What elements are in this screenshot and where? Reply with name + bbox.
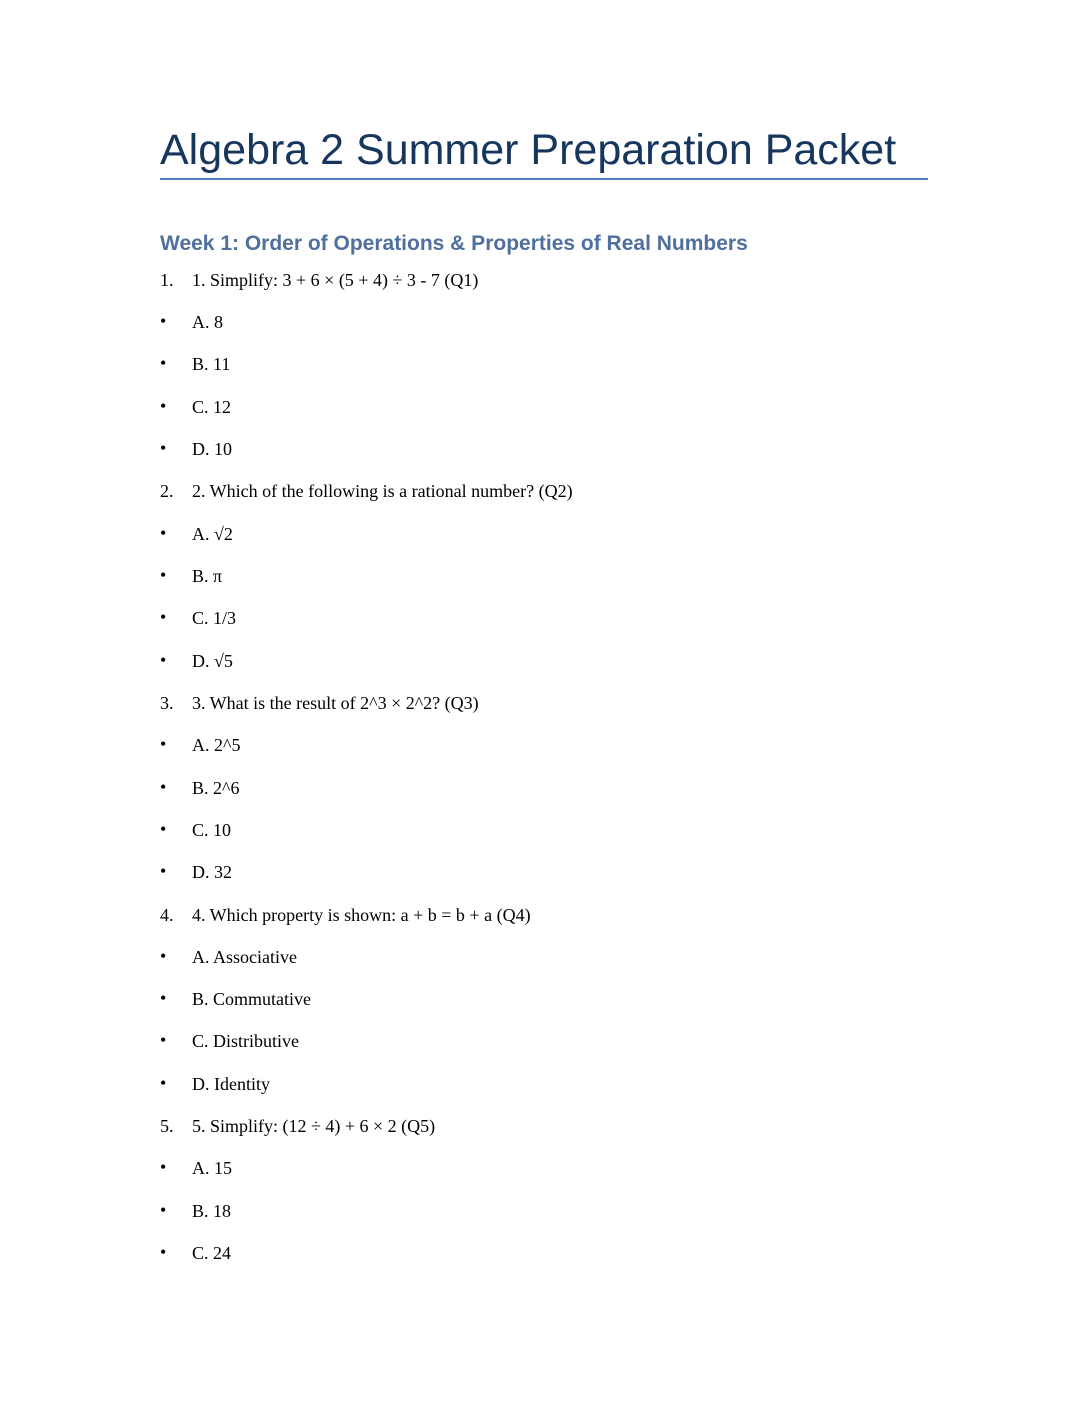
bullet-icon: •	[160, 1200, 167, 1220]
bullet-icon: •	[160, 311, 167, 331]
bullet-icon: •	[160, 819, 167, 839]
option-text: A. √2	[192, 524, 233, 544]
bullet-icon: •	[160, 438, 167, 458]
option-text: C. 24	[192, 1243, 232, 1263]
question-number: 1.	[160, 270, 174, 290]
question-text: 3. What is the result of 2^3 × 2^2? (Q3)	[192, 693, 479, 713]
bullet-icon: •	[160, 1242, 167, 1262]
question-text: 2. Which of the following is a rational number? (Q2)	[192, 481, 573, 501]
option-text: A. Associative	[192, 947, 297, 967]
question-number: 2.	[160, 481, 174, 501]
option-text: D. 10	[192, 439, 232, 459]
bullet-icon: •	[160, 565, 167, 585]
bullet-icon: •	[160, 734, 167, 754]
bullet-icon: •	[160, 1073, 167, 1093]
option-text: A. 2^5	[192, 735, 241, 755]
option-text: A. 8	[192, 312, 223, 332]
bullet-icon: •	[160, 607, 167, 627]
question-number: 5.	[160, 1116, 174, 1136]
bullet-icon: •	[160, 946, 167, 966]
option-text: B. 2^6	[192, 778, 240, 798]
question-text: 5. Simplify: (12 ÷ 4) + 6 × 2 (Q5)	[192, 1116, 436, 1136]
bullet-icon: •	[160, 988, 167, 1008]
page-title: Algebra 2 Summer Preparation Packet	[160, 126, 897, 174]
bullet-icon: •	[160, 353, 167, 373]
option-text: C. Distributive	[192, 1031, 299, 1051]
section-heading: Week 1: Order of Operations & Properties of Real Numbers	[160, 232, 748, 255]
question-number: 4.	[160, 905, 174, 925]
bullet-icon: •	[160, 523, 167, 543]
bullet-icon: •	[160, 1030, 167, 1050]
question-text: 4. Which property is shown: a + b = b + a (Q4)	[192, 905, 531, 925]
bullet-icon: •	[160, 861, 167, 881]
option-text: D. 32	[192, 862, 232, 882]
option-text: C. 12	[192, 397, 232, 417]
option-text: B. Commutative	[192, 989, 311, 1009]
title-underline	[160, 178, 928, 180]
bullet-icon: •	[160, 1157, 167, 1177]
option-text: D. Identity	[192, 1074, 270, 1094]
option-text: C. 10	[192, 820, 232, 840]
option-text: B. 18	[192, 1201, 232, 1221]
question-number: 3.	[160, 693, 174, 713]
option-text: B. π	[192, 566, 223, 586]
question-text: 1. Simplify: 3 + 6 × (5 + 4) ÷ 3 - 7 (Q1)	[192, 270, 479, 290]
option-text: A. 15	[192, 1158, 232, 1178]
option-text: D. √5	[192, 651, 233, 671]
bullet-icon: •	[160, 650, 167, 670]
option-text: B. 11	[192, 354, 231, 374]
option-text: C. 1/3	[192, 608, 237, 628]
bullet-icon: •	[160, 777, 167, 797]
bullet-icon: •	[160, 396, 167, 416]
